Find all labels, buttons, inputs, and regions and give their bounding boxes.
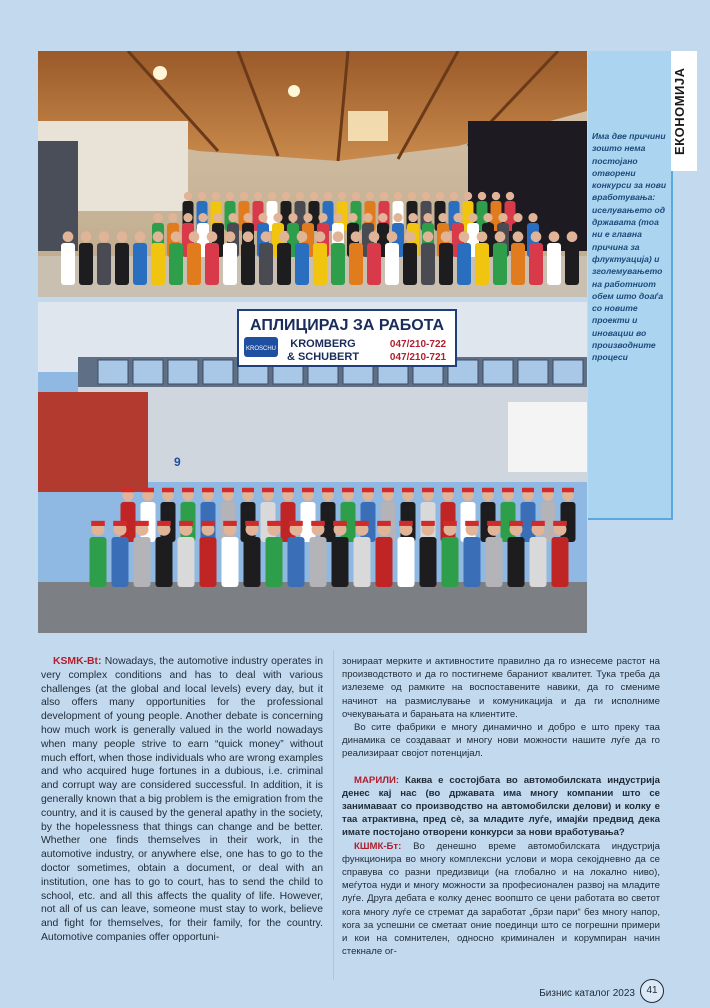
question-lead: МАРИЛИ: [354, 774, 400, 786]
question-paragraph [342, 774, 660, 840]
sign-headline: АПЛИЦИРАЈ ЗА РАБОТА [249, 317, 445, 334]
article-column-left [41, 655, 323, 945]
answer-lead: КШМК-Бт: [354, 840, 402, 852]
page-number: 41 [640, 979, 664, 1003]
speaker-lead: KSMK-Bt: [53, 656, 102, 667]
paragraph-1: зонираат мерките и активностите правилно да го изнесеме растот на производството и да го постигнеме бараниот квалитет. Тука треба да излеземе од рамките на воспоставените навики, да го смениме начинот на размислување и комуникација и да ги исполниме очекувањата и барањата на клиентите. [342, 656, 660, 720]
answer-text: Во денешно време автомобилската индустрија функционира во многу комплексни услови и мора секојдневно да се справува со разни предизвици (на глобално и на локално ниво), меѓутоа нуди и многу можности за професионален развој на младите луѓе. Друга дебата е колку денес воопшто се цени работата во светот кога многу луѓе се стремат да заработат „брзи пари“ без многу напор, кога за успешни се сметаат оние поединци што се погрешни примери и кои на сомнителен, односно криминален и корумпиран начин стекнале ог- [342, 840, 660, 958]
question-text: Каква е состојбата во автомобилската индустрија денес кај нас (во државата има многу компании што се занимаваат со производство на автомобилски делови) и колку е таа атрактивна, пред сè, за младите луѓе, имајќи предвид дека имате постојано отворени конкурси за нови вработувања? [342, 774, 660, 839]
sign-phone1: 047/210-722 [389, 339, 447, 350]
pull-quote: Има две причини зошто нема постојано отворени конкурси за нови вработувања: иселувањето од државата (тоа ни е главна причина за флуктуација) и зголемувањето на работниот обем што доаѓа со новите проекти и иновации во производните процеси [592, 131, 667, 363]
group-photo-hall [38, 51, 587, 297]
publication-name: Бизнис каталог 2023 [539, 988, 635, 999]
group-photo-factory [38, 302, 587, 633]
paragraph-2: Во сите фабрики е многу динамично и добро е што преку таа динамика се создаваат и многу нови можности нашите луѓе да го реализираат својот потенцијал. [342, 722, 660, 760]
paragraph-text: Nowadays, the automotive industry operates in very complex conditions and has to deal with various challenges (at the global and local levels) every day, but it also offers many opportunities for the professional development of young people. Another debate is concerning how much work is generally valued in the world nowadays when many people strive to earn “quick money” without much effort, when those individuals who are wrong examples and who acquired huge fortunes in a dubious, i.e. criminal and corrupt way are considered successful. In addition, it is generally known that a big problem is the emigration from the country, and it is caused by the general apathy in the society, by the hopelessness that things can change and be better. Whether one finds themselves in their work, in the automotive industry, or anywhere else, one has to go to the doctor sometimes, obtain a document, or deal with an institution, one has to go to court, has to send the child to school, etc. and all this affects the quality of life. However, not all of us can leave, someone must stay to work, believe and fight for themselves, for their family, for the country. Automotive companies offer opportuni- [41, 656, 323, 943]
building-number: 9 [174, 455, 181, 469]
sign-logo-small: KROSCHU [245, 346, 277, 352]
sign-company-line2: & SCHUBERT [286, 351, 360, 363]
answer-paragraph [342, 840, 660, 959]
sign-phone2: 047/210-721 [389, 352, 447, 363]
column-divider [333, 650, 334, 980]
section-label: ЕКОНОМИЈА [672, 67, 687, 155]
article-column-right [342, 655, 660, 958]
sign-company-line1: KROMBERG [290, 338, 356, 350]
